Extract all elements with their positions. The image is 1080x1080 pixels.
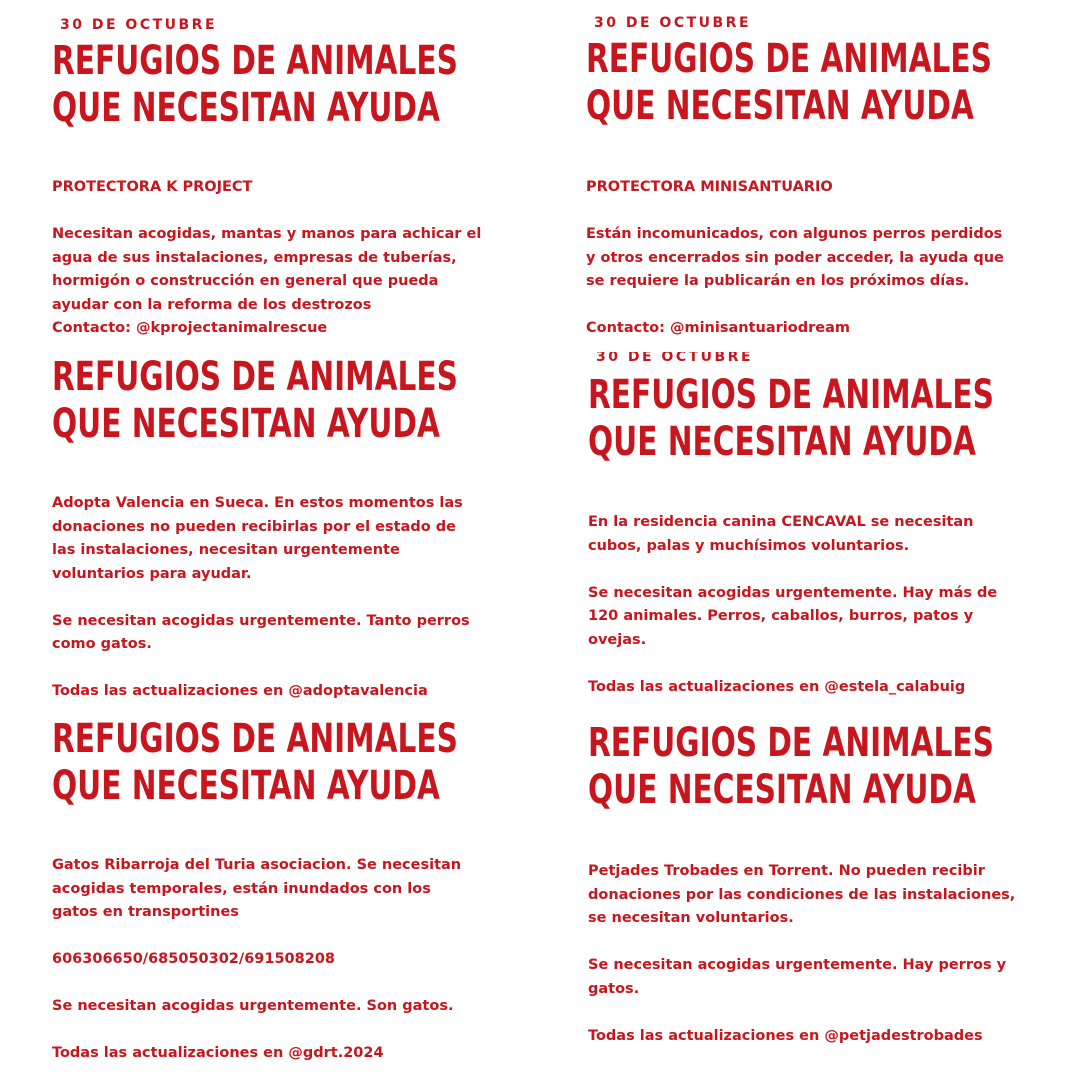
contact-line: Contacto: @kprojectanimalrescue	[52, 320, 328, 336]
title-line-1: REFUGIOS DE ANIMALES	[52, 38, 458, 84]
shelter-name: PROTECTORA MINISANTUARIO	[586, 179, 833, 195]
story-panel-adoptavalencia	[0, 352, 540, 712]
panel-body	[52, 176, 481, 341]
story-panel-minisantuario	[540, 0, 1080, 352]
body-line: Necesitan acogidas, mantas y manos para achicar el	[52, 226, 482, 242]
story-panel-kproject	[0, 0, 540, 352]
title-line-1: REFUGIOS DE ANIMALES	[588, 372, 994, 418]
title-line-2: QUE NECESITAN AYUDA	[586, 83, 974, 129]
body-line: Están incomunicados, con algunos perros perdidos	[586, 226, 1003, 242]
date-label: 30 DE OCTUBRE	[60, 17, 218, 33]
body-line: las instalaciones, necesitan urgentemente	[52, 542, 400, 558]
body-line: hormigón o construcción en general que pueda	[52, 273, 439, 289]
body-line: cubos, palas y muchísimos voluntarios.	[588, 537, 910, 554]
body-line: y otros encerrados sin poder acceder, la ayuda que	[586, 249, 1004, 266]
panel-body	[588, 860, 1015, 1048]
title-line-1: REFUGIOS DE ANIMALES	[52, 354, 458, 400]
body-line: Se necesitan acogidas urgentemente. Hay perros y	[588, 957, 1007, 973]
body-line: Se necesitan acogidas urgentemente. Hay más de	[588, 584, 998, 601]
body-line: Se necesitan acogidas urgentemente. Tanto perros	[52, 612, 470, 629]
phone-numbers: 606306650/685050302/691508208	[52, 951, 335, 967]
story-panel-gdrt	[0, 712, 540, 1080]
panel-title	[588, 372, 994, 466]
body-line: donaciones no pueden recibirlas por el estado de	[52, 518, 456, 535]
body-line: se necesitan voluntarios.	[588, 910, 794, 926]
panel-body	[588, 511, 997, 699]
contact-line: Todas las actualizaciones en @estela_calabuig	[588, 678, 966, 695]
title-line-2: QUE NECESITAN AYUDA	[588, 419, 976, 465]
contact-line: Todas las actualizaciones en @adoptavalencia	[52, 683, 428, 699]
body-line: Adopta Valencia en Sueca. En estos momentos las	[52, 495, 463, 511]
date-label: 30 DE OCTUBRE	[594, 15, 752, 31]
body-line: ovejas.	[588, 631, 647, 648]
panel-title	[586, 36, 992, 130]
body-line: donaciones por las condiciones de las instalaciones,	[588, 886, 1016, 903]
body-line: agua de sus instalaciones, empresas de tuberías,	[52, 249, 457, 266]
body-line: 120 animales. Perros, caballos, burros, patos y	[588, 608, 974, 624]
body-line: voluntarios para ayudar.	[52, 565, 252, 582]
story-panel-cencaval	[540, 352, 1080, 712]
panel-body	[52, 854, 461, 1066]
panel-title	[52, 716, 458, 810]
contact-line: Todas las actualizaciones en @petjadestrobades	[588, 1027, 983, 1044]
body-line: gatos en transportines	[52, 904, 239, 920]
body-line: ayudar con la reforma de los destrozos	[52, 296, 372, 313]
title-line-2: QUE NECESITAN AYUDA	[52, 401, 440, 447]
title-line-2: QUE NECESITAN AYUDA	[588, 767, 976, 813]
body-line: En la residencia canina CENCAVAL se necesitan	[588, 514, 974, 530]
date-label: 30 DE OCTUBRE	[596, 352, 754, 365]
panel-body	[52, 492, 470, 704]
panel-title	[52, 38, 458, 132]
body-line: Petjades Trobades en Torrent. No pueden recibir	[588, 863, 985, 879]
title-line-1: REFUGIOS DE ANIMALES	[588, 720, 994, 766]
title-line-2: QUE NECESITAN AYUDA	[52, 85, 440, 131]
panel-title	[588, 720, 994, 814]
body-line: como gatos.	[52, 636, 152, 652]
body-line: se requiere la publicarán en los próximos días.	[586, 273, 970, 289]
body-line: Gatos Ribarroja del Turia asociacion. Se necesitan	[52, 857, 462, 873]
contact-line: Todas las actualizaciones en @gdrt.2024	[52, 1045, 384, 1061]
shelter-name: PROTECTORA K PROJECT	[52, 179, 253, 195]
title-line-1: REFUGIOS DE ANIMALES	[586, 36, 992, 82]
body-line: Se necesitan acogidas urgentemente. Son gatos.	[52, 998, 454, 1014]
title-line-2: QUE NECESITAN AYUDA	[52, 763, 440, 809]
title-line-1: REFUGIOS DE ANIMALES	[52, 716, 458, 762]
contact-line: Contacto: @minisantuariodream	[586, 320, 850, 336]
body-line: acogidas temporales, están inundados con los	[52, 880, 431, 897]
story-panel-petjades	[540, 712, 1080, 1080]
panel-title	[52, 354, 458, 448]
panel-body	[586, 176, 1004, 341]
body-line: gatos.	[588, 980, 640, 997]
